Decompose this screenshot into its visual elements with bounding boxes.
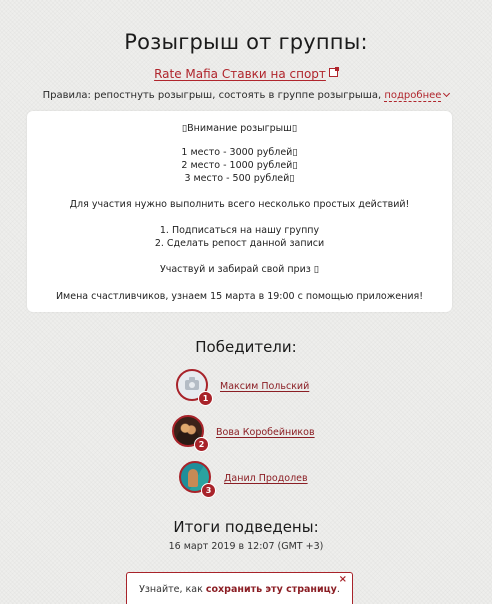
results-title: Итоги подведены:: [173, 518, 319, 536]
winner-name[interactable]: Максим Польский: [220, 381, 310, 392]
page-title: Розыгрыш от группы:: [124, 30, 368, 54]
info-line: 1. Подписаться на нашу группу: [159, 225, 320, 236]
winner-item: [0, 461, 492, 501]
save-page-banner: [126, 572, 353, 604]
info-line: 2. Сделать репост данной записи: [154, 238, 325, 249]
winners-title: Победители:: [195, 338, 297, 356]
save-banner-prefix: Узнайте, как: [139, 584, 206, 595]
rules-text: Правила: репостнуть розыгрыш, состоять в группе розыгрыша,: [42, 90, 382, 101]
winner-item: [0, 415, 492, 455]
group-link[interactable]: Rate Mafia Ставки на спорт: [154, 67, 326, 81]
info-line: Участвуй и забирай свой приз ▯: [159, 264, 320, 275]
external-link-icon: [329, 68, 338, 77]
winner-name[interactable]: Данил Продолев: [224, 473, 308, 484]
info-line: Для участия нужно выполнить всего несколько простых действий!: [69, 199, 410, 210]
camera-icon: [185, 380, 199, 390]
place-badge: 3: [201, 483, 216, 498]
info-line: 3 место - 500 рублей▯: [184, 173, 295, 184]
info-card: [27, 111, 452, 312]
close-icon[interactable]: ×: [338, 574, 347, 585]
info-line: 2 место - 1000 рублей▯: [181, 160, 298, 171]
group-link-row: [0, 67, 492, 81]
rules-row: [0, 90, 492, 101]
place-badge: 1: [198, 391, 213, 406]
info-line: 1 место - 3000 рублей▯: [181, 147, 298, 158]
info-line: Имена счастливчиков, узнаем 15 марта в 19:00 с помощью приложения!: [55, 291, 424, 302]
save-page-link[interactable]: сохранить эту страницу: [205, 584, 337, 595]
results-date: 16 март 2019 в 12:07 (GMT +3): [168, 541, 324, 552]
save-banner-text: [127, 584, 352, 595]
info-line: ▯Внимание розыгрыш▯: [181, 123, 298, 134]
winner-name[interactable]: Вова Коробейников: [216, 427, 315, 438]
chevron-down-icon[interactable]: [443, 90, 450, 97]
place-badge: 2: [194, 437, 209, 452]
rules-more-link[interactable]: подробнее: [384, 90, 442, 101]
save-banner-suffix: .: [336, 584, 340, 595]
winner-item: [0, 369, 492, 409]
